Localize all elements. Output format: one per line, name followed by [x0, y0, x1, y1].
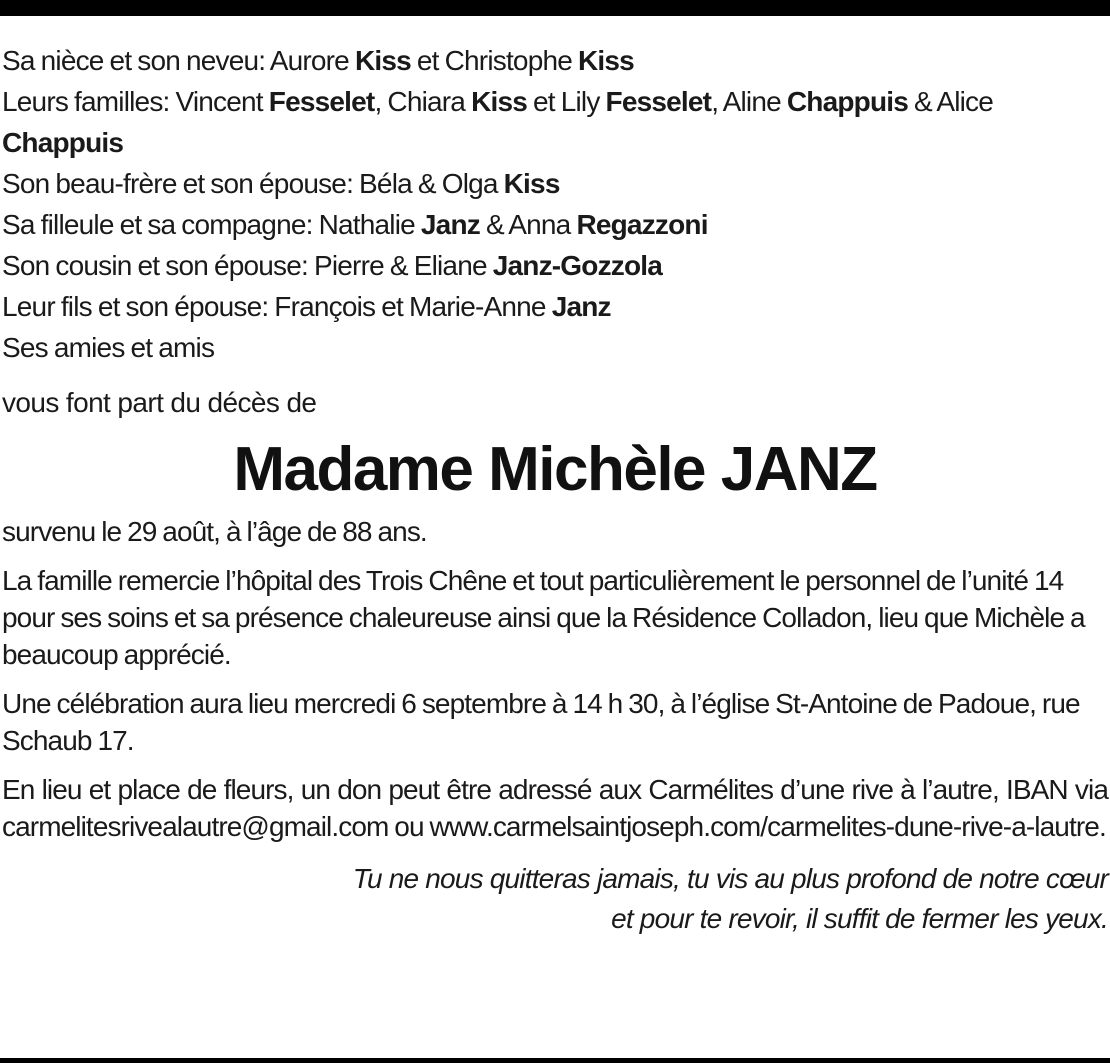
family-line — [2, 245, 1108, 286]
closing-quote — [2, 859, 1108, 939]
family-text: & Alice — [908, 86, 994, 117]
date-age-paragraph: survenu le 29 août, à l’âge de 88 ans. — [2, 516, 427, 547]
family-list — [2, 40, 1108, 368]
family-text: Sa nièce et son neveu: Aurore — [2, 45, 355, 76]
family-text: Ses amies et amis — [2, 332, 215, 363]
bottom-border-rule — [0, 1058, 1110, 1063]
closing-quote-line: et pour te revoir, il suffit de fermer les yeux. — [611, 903, 1108, 934]
family-text: et Lily — [527, 86, 606, 117]
family-surname: Kiss — [578, 45, 634, 76]
family-surname: Fesselet — [268, 86, 375, 117]
family-line — [2, 204, 1108, 245]
family-text: Leur fils et son épouse: François et Marie-Anne — [2, 291, 552, 322]
family-line — [2, 81, 1108, 163]
family-surname: Chappuis — [2, 127, 124, 158]
family-text: Sa filleule et sa compagne: Nathalie — [2, 209, 421, 240]
family-text: , Chiara — [374, 86, 472, 117]
thanks-paragraph: La famille remercie l’hôpital des Trois Chêne et tout particulièrement le personnel de l’unité 14 pour ses soins et sa présence chaleureuse ainsi que la Résidence Colladon, lieu que Michèle a beaucoup apprécié. — [2, 565, 1085, 670]
death-notice — [2, 40, 1108, 939]
family-line — [2, 40, 1108, 81]
closing-quote-line: Tu ne nous quitteras jamais, tu vis au plus profond de notre cœur — [352, 863, 1108, 894]
donation-paragraph: En lieu et place de fleurs, un don peut être adressé aux Carmélites d’une rive à l’autre, IBAN via carmelitesrivealautre@gmail.com ou www.carmelsaintjoseph.com/carmelites-dune-rive-a-lautre. — [2, 774, 1108, 842]
family-surname: Janz — [420, 209, 480, 240]
top-border-rule — [0, 0, 1110, 16]
family-surname: Janz — [551, 291, 611, 322]
family-text: et Christophe — [410, 45, 578, 76]
family-line — [2, 163, 1108, 204]
family-surname: Janz-Gozzola — [492, 250, 663, 281]
family-text: & Anna — [479, 209, 577, 240]
family-surname: Chappuis — [786, 86, 909, 117]
family-line — [2, 327, 1108, 368]
family-surname: Kiss — [354, 45, 411, 76]
deceased-name: Madame Michèle JANZ — [233, 435, 877, 504]
family-text: Son cousin et son épouse: Pierre & Eliane — [2, 250, 493, 281]
family-surname: Fesselet — [605, 86, 712, 117]
family-surname: Kiss — [503, 168, 560, 199]
ceremony-paragraph: Une célébration aura lieu mercredi 6 septembre à 14 h 30, à l’église St-Antoine de Padoue, rue Schaub 17. — [2, 688, 1080, 756]
family-text: , Aline — [711, 86, 787, 117]
family-text: Son beau-frère et son épouse: Béla & Olga — [2, 168, 504, 199]
family-line — [2, 286, 1108, 327]
family-text: Leurs familles: Vincent — [2, 86, 269, 117]
family-surname: Regazzoni — [576, 209, 708, 240]
family-surname: Kiss — [471, 86, 528, 117]
announcement-intro: vous font part du décès de — [2, 387, 317, 418]
